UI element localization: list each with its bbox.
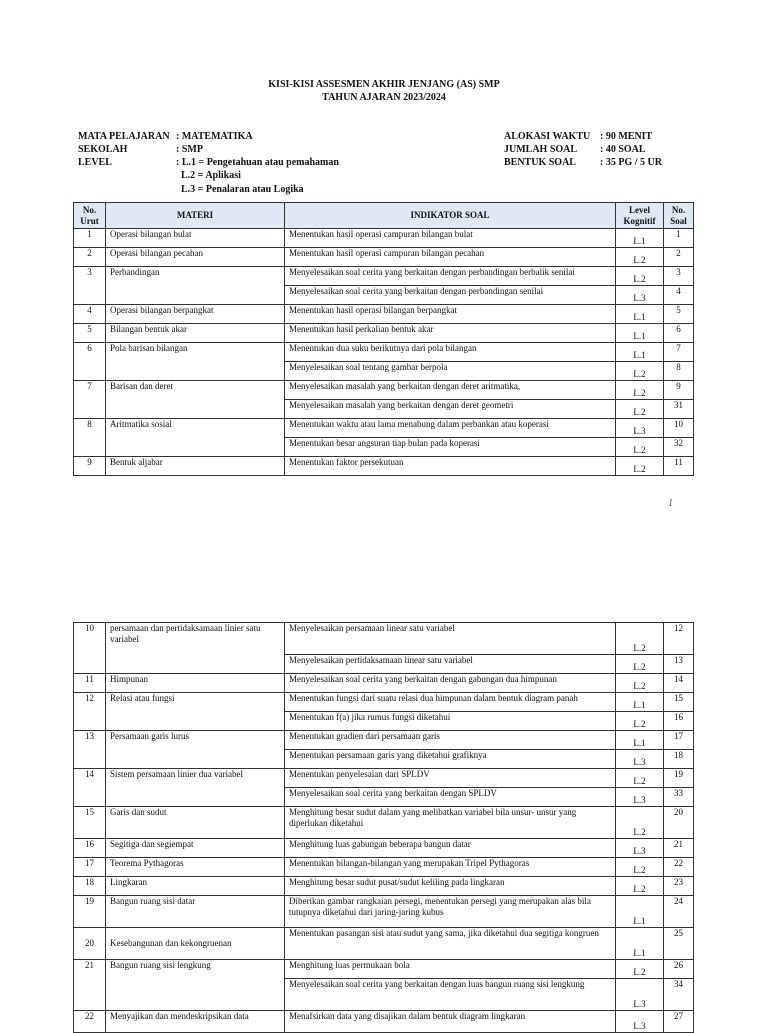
table-row bbox=[74, 623, 694, 655]
cell-no-urut: 11 bbox=[74, 674, 106, 693]
cell-no-urut: 13 bbox=[74, 731, 106, 769]
cell-no-soal: 22 bbox=[664, 858, 694, 877]
cell-indikator: Menafsirkan data yang disajikan dalam bentuk diagram lingkaran bbox=[285, 1011, 616, 1033]
cell-level-kognitif: L.2 bbox=[616, 877, 664, 896]
cell-level-kognitif: L.3 bbox=[616, 788, 664, 807]
cell-level-kognitif: L.2 bbox=[616, 457, 664, 476]
cell-level-kognitif: L.2 bbox=[616, 960, 664, 979]
cell-no-soal: 3 bbox=[664, 267, 694, 286]
cell-indikator: Menyelesaikan soal cerita yang berkaitan dengan perbandingan senilai bbox=[285, 286, 616, 305]
cell-indikator: Menentukan gradien dari persamaan garis bbox=[285, 731, 616, 750]
cell-materi: Garis dan sudut bbox=[106, 807, 285, 839]
cell-no-soal: 26 bbox=[664, 960, 694, 979]
cell-materi: Bangun ruang sisi datar bbox=[106, 896, 285, 928]
cell-indikator: Menentukan fungsi dari suatu relasi dua himpunan dalam bentuk diagram panah bbox=[285, 693, 616, 712]
kisi-kisi-table-page-1 bbox=[73, 202, 694, 476]
cell-no-soal: 23 bbox=[664, 877, 694, 896]
cell-level-kognitif: L.1 bbox=[616, 896, 664, 928]
table-row bbox=[74, 674, 694, 693]
cell-no-soal: 32 bbox=[664, 438, 694, 457]
cell-no-soal: 19 bbox=[664, 769, 694, 788]
cell-no-soal: 18 bbox=[664, 750, 694, 769]
cell-no-urut: 15 bbox=[74, 807, 106, 839]
table-row bbox=[74, 731, 694, 750]
cell-materi: Aritmatika sosial bbox=[106, 419, 285, 457]
cell-materi: persamaan dan pertidaksamaan linier satu variabel bbox=[106, 623, 285, 674]
cell-level-kognitif: L.2 bbox=[616, 858, 664, 877]
info-level-l3: L.3 = Penalaran atau Logika bbox=[181, 184, 304, 195]
cell-no-soal: 27 bbox=[664, 1011, 694, 1033]
cell-materi: Perbandingan bbox=[106, 267, 285, 305]
cell-indikator: Menghitung luas gabungan beberapa bangun datar bbox=[285, 839, 616, 858]
cell-no-urut: 9 bbox=[74, 457, 106, 476]
cell-no-soal: 10 bbox=[664, 419, 694, 438]
info-row-mata-pelajaran: MATA PELAJARAN : MATEMATIKA bbox=[78, 131, 253, 142]
cell-no-soal: 11 bbox=[664, 457, 694, 476]
cell-level-kognitif: L.2 bbox=[616, 381, 664, 400]
table-row bbox=[74, 693, 694, 712]
cell-no-soal: 34 bbox=[664, 979, 694, 1011]
table-row bbox=[74, 1011, 694, 1033]
cell-no-urut: 20 bbox=[74, 928, 106, 960]
table-row bbox=[74, 381, 694, 400]
cell-no-urut: 18 bbox=[74, 877, 106, 896]
cell-materi: Pola barisan bilangan bbox=[106, 343, 285, 381]
header-indikator: INDIKATOR SOAL bbox=[285, 203, 616, 229]
cell-level-kognitif: L.3 bbox=[616, 286, 664, 305]
table-row bbox=[74, 457, 694, 476]
cell-no-soal: 13 bbox=[664, 655, 694, 674]
cell-no-urut: 4 bbox=[74, 305, 106, 324]
cell-no-urut: 6 bbox=[74, 343, 106, 381]
cell-level-kognitif: L.1 bbox=[616, 229, 664, 248]
table-row bbox=[74, 877, 694, 896]
cell-no-soal: 15 bbox=[664, 693, 694, 712]
table-row bbox=[74, 807, 694, 839]
cell-no-soal: 21 bbox=[664, 839, 694, 858]
cell-no-soal: 31 bbox=[664, 400, 694, 419]
cell-no-urut: 2 bbox=[74, 248, 106, 267]
cell-level-kognitif: L.3 bbox=[616, 419, 664, 438]
kisi-kisi-table-page-2 bbox=[73, 622, 694, 1033]
page-number: 1 bbox=[668, 498, 673, 509]
header-level-kognitif: Level Kognitif bbox=[616, 203, 664, 229]
cell-level-kognitif: L.3 bbox=[616, 839, 664, 858]
table-row bbox=[74, 305, 694, 324]
cell-indikator: Menyelesaikan persamaan linear satu variabel bbox=[285, 623, 616, 655]
cell-no-soal: 12 bbox=[664, 623, 694, 655]
cell-no-soal: 24 bbox=[664, 896, 694, 928]
cell-materi: Segitiga dan segiempat bbox=[106, 839, 285, 858]
header-no-urut: No. Urut bbox=[74, 203, 106, 229]
cell-level-kognitif: L.1 bbox=[616, 305, 664, 324]
cell-level-kognitif: L.2 bbox=[616, 248, 664, 267]
cell-materi: Bentuk aljabar bbox=[106, 457, 285, 476]
cell-level-kognitif: L.1 bbox=[616, 324, 664, 343]
cell-no-urut: 19 bbox=[74, 896, 106, 928]
document-page-2 bbox=[0, 620, 768, 1031]
table-row bbox=[74, 858, 694, 877]
cell-indikator: Menyelesaikan soal cerita yang berkaitan dengan luas bangun ruang sisi lengkung bbox=[285, 979, 616, 1011]
cell-level-kognitif: L.1 bbox=[616, 928, 664, 960]
table-row bbox=[74, 928, 694, 960]
cell-indikator: Menyelesaikan soal cerita yang berkaitan dengan perbandingan berbalik senilai bbox=[285, 267, 616, 286]
cell-no-urut: 7 bbox=[74, 381, 106, 419]
cell-indikator: Menyelesaikan soal cerita yang berkaitan dengan SPLDV bbox=[285, 788, 616, 807]
cell-indikator: Menentukan hasil operasi campuran bilangan pecahan bbox=[285, 248, 616, 267]
cell-no-urut: 1 bbox=[74, 229, 106, 248]
table-row bbox=[74, 839, 694, 858]
cell-no-urut: 10 bbox=[74, 623, 106, 674]
table-row bbox=[74, 343, 694, 362]
info-level-l2: L.2 = Aplikasi bbox=[181, 170, 241, 181]
document-title: KISI-KISI ASSESMEN AKHIR JENJANG (AS) SMP bbox=[268, 79, 500, 90]
cell-materi: Operasi bilangan bulat bbox=[106, 229, 285, 248]
cell-materi: Barisan dan deret bbox=[106, 381, 285, 419]
cell-materi: Teorema Pythagoras bbox=[106, 858, 285, 877]
cell-materi: Operasi bilangan berpangkat bbox=[106, 305, 285, 324]
cell-materi: Lingkaran bbox=[106, 877, 285, 896]
cell-indikator: Menentukan hasil operasi bilangan berpangkat bbox=[285, 305, 616, 324]
table-row bbox=[74, 324, 694, 343]
cell-no-urut: 3 bbox=[74, 267, 106, 305]
table-header-row bbox=[74, 203, 694, 229]
cell-no-soal: 9 bbox=[664, 381, 694, 400]
cell-level-kognitif: L.2 bbox=[616, 712, 664, 731]
cell-indikator: Menentukan f(a) jika rumus fungsi diketahui bbox=[285, 712, 616, 731]
cell-materi: Relasi atau fungsi bbox=[106, 693, 285, 731]
table-row bbox=[74, 229, 694, 248]
info-row-alokasi-waktu: ALOKASI WAKTU : 90 MENIT bbox=[504, 131, 653, 142]
cell-indikator: Menyelesaikan masalah yang berkaitan dengan deret aritmatika, bbox=[285, 381, 616, 400]
cell-no-soal: 16 bbox=[664, 712, 694, 731]
cell-level-kognitif: L.2 bbox=[616, 674, 664, 693]
cell-level-kognitif: L.2 bbox=[616, 362, 664, 381]
info-row-level: LEVEL : L.1 = Pengetahuan atau pemahaman bbox=[78, 157, 339, 168]
cell-no-soal: 6 bbox=[664, 324, 694, 343]
cell-level-kognitif: L.1 bbox=[616, 343, 664, 362]
cell-materi: Bilangan bentuk akar bbox=[106, 324, 285, 343]
page-gap bbox=[0, 530, 768, 620]
header-materi: MATERI bbox=[106, 203, 285, 229]
cell-level-kognitif: L.1 bbox=[616, 731, 664, 750]
cell-no-urut: 8 bbox=[74, 419, 106, 457]
info-row-bentuk-soal: BENTUK SOAL : 35 PG / 5 UR bbox=[504, 157, 662, 168]
cell-no-soal: 5 bbox=[664, 305, 694, 324]
cell-indikator: Menentukan bilangan-bilangan yang merupakan Tripel Pythagoras bbox=[285, 858, 616, 877]
header-no-soal: No. Soal bbox=[664, 203, 694, 229]
cell-indikator: Menentukan penyelesaian dari SPLDV bbox=[285, 769, 616, 788]
cell-indikator: Menentukan dua suku berikutnya dari pola bilangan bbox=[285, 343, 616, 362]
cell-level-kognitif: L.2 bbox=[616, 267, 664, 286]
cell-indikator: Menyelesaikan pertidaksamaan linear satu variabel bbox=[285, 655, 616, 674]
table-row bbox=[74, 248, 694, 267]
cell-no-urut: 14 bbox=[74, 769, 106, 807]
cell-no-soal: 25 bbox=[664, 928, 694, 960]
cell-no-soal: 20 bbox=[664, 807, 694, 839]
cell-level-kognitif: L.3 bbox=[616, 979, 664, 1011]
table-row bbox=[74, 267, 694, 286]
cell-no-soal: 8 bbox=[664, 362, 694, 381]
cell-no-soal: 17 bbox=[664, 731, 694, 750]
cell-materi: Bangun ruang sisi lengkung bbox=[106, 960, 285, 1011]
cell-indikator: Menentukan besar angsuran tiap bulan pada koperasi bbox=[285, 438, 616, 457]
cell-indikator: Menentukan faktor persekutuan bbox=[285, 457, 616, 476]
cell-indikator: Menghitung besar sudut dalam yang melibatkan variabel bila unsur- unsur yang diperlukan diketahui bbox=[285, 807, 616, 839]
cell-no-soal: 7 bbox=[664, 343, 694, 362]
table-row bbox=[74, 960, 694, 979]
table-row bbox=[74, 896, 694, 928]
info-row-sekolah: SEKOLAH : SMP bbox=[78, 144, 203, 155]
cell-indikator: Menentukan hasil perkalian bentuk akar bbox=[285, 324, 616, 343]
cell-no-urut: 5 bbox=[74, 324, 106, 343]
cell-indikator: Menyelesaikan soal cerita yang berkaitan dengan gabungan dua himpunan bbox=[285, 674, 616, 693]
cell-materi: Operasi bilangan pecahan bbox=[106, 248, 285, 267]
cell-indikator: Diberikan gambar rangkaian persegi, menentukan persegi yang merupakan alas bila tutupnya diketahui dari jaring-jaring kubus bbox=[285, 896, 616, 928]
cell-no-urut: 22 bbox=[74, 1011, 106, 1033]
table-row bbox=[74, 419, 694, 438]
cell-materi: Himpunan bbox=[106, 674, 285, 693]
cell-no-urut: 21 bbox=[74, 960, 106, 1011]
cell-indikator: Menyelesaikan masalah yang berkaitan dengan deret geometri bbox=[285, 400, 616, 419]
cell-level-kognitif: L.3 bbox=[616, 750, 664, 769]
cell-materi: Persamaan garis lurus bbox=[106, 731, 285, 769]
table-row bbox=[74, 769, 694, 788]
cell-no-urut: 12 bbox=[74, 693, 106, 731]
cell-indikator: Menentukan waktu atau lama menabung dalam perbankan atau koperasi bbox=[285, 419, 616, 438]
cell-no-soal: 4 bbox=[664, 286, 694, 305]
cell-level-kognitif: L.3 bbox=[616, 1011, 664, 1033]
cell-indikator: Menentukan pasangan sisi atau sudut yang sama, jika diketahui dua segitiga kongruen bbox=[285, 928, 616, 960]
cell-no-soal: 1 bbox=[664, 229, 694, 248]
cell-level-kognitif: L.1 bbox=[616, 693, 664, 712]
cell-no-soal: 33 bbox=[664, 788, 694, 807]
cell-no-soal: 2 bbox=[664, 248, 694, 267]
cell-level-kognitif: L.2 bbox=[616, 655, 664, 674]
cell-level-kognitif: L.2 bbox=[616, 807, 664, 839]
cell-level-kognitif: L.2 bbox=[616, 623, 664, 655]
cell-indikator: Menghitung besar sudut pusat/sudut keliling pada lingkaran bbox=[285, 877, 616, 896]
cell-level-kognitif: L.2 bbox=[616, 438, 664, 457]
info-row-jumlah-soal: JUMLAH SOAL : 40 SOAL bbox=[504, 144, 646, 155]
cell-indikator: Menentukan persamaan garis yang diketahui grafiknya bbox=[285, 750, 616, 769]
cell-materi: Menyajikan dan mendeskripsikan data bbox=[106, 1011, 285, 1033]
cell-no-urut: 17 bbox=[74, 858, 106, 877]
cell-materi: Kesebangunan dan kekongruenan bbox=[106, 928, 285, 960]
cell-level-kognitif: L.2 bbox=[616, 400, 664, 419]
cell-no-soal: 14 bbox=[664, 674, 694, 693]
document-subtitle: TAHUN AJARAN 2023/2024 bbox=[322, 92, 446, 103]
cell-indikator: Menghitung luas permukaan bola bbox=[285, 960, 616, 979]
cell-level-kognitif: L.2 bbox=[616, 769, 664, 788]
cell-indikator: Menentukan hasil operasi campuran bilangan bulat bbox=[285, 229, 616, 248]
cell-no-urut: 16 bbox=[74, 839, 106, 858]
cell-indikator: Menyelesaikan soal tentang gambar berpola bbox=[285, 362, 616, 381]
cell-materi: Sistem persamaan linier dua variabel bbox=[106, 769, 285, 807]
